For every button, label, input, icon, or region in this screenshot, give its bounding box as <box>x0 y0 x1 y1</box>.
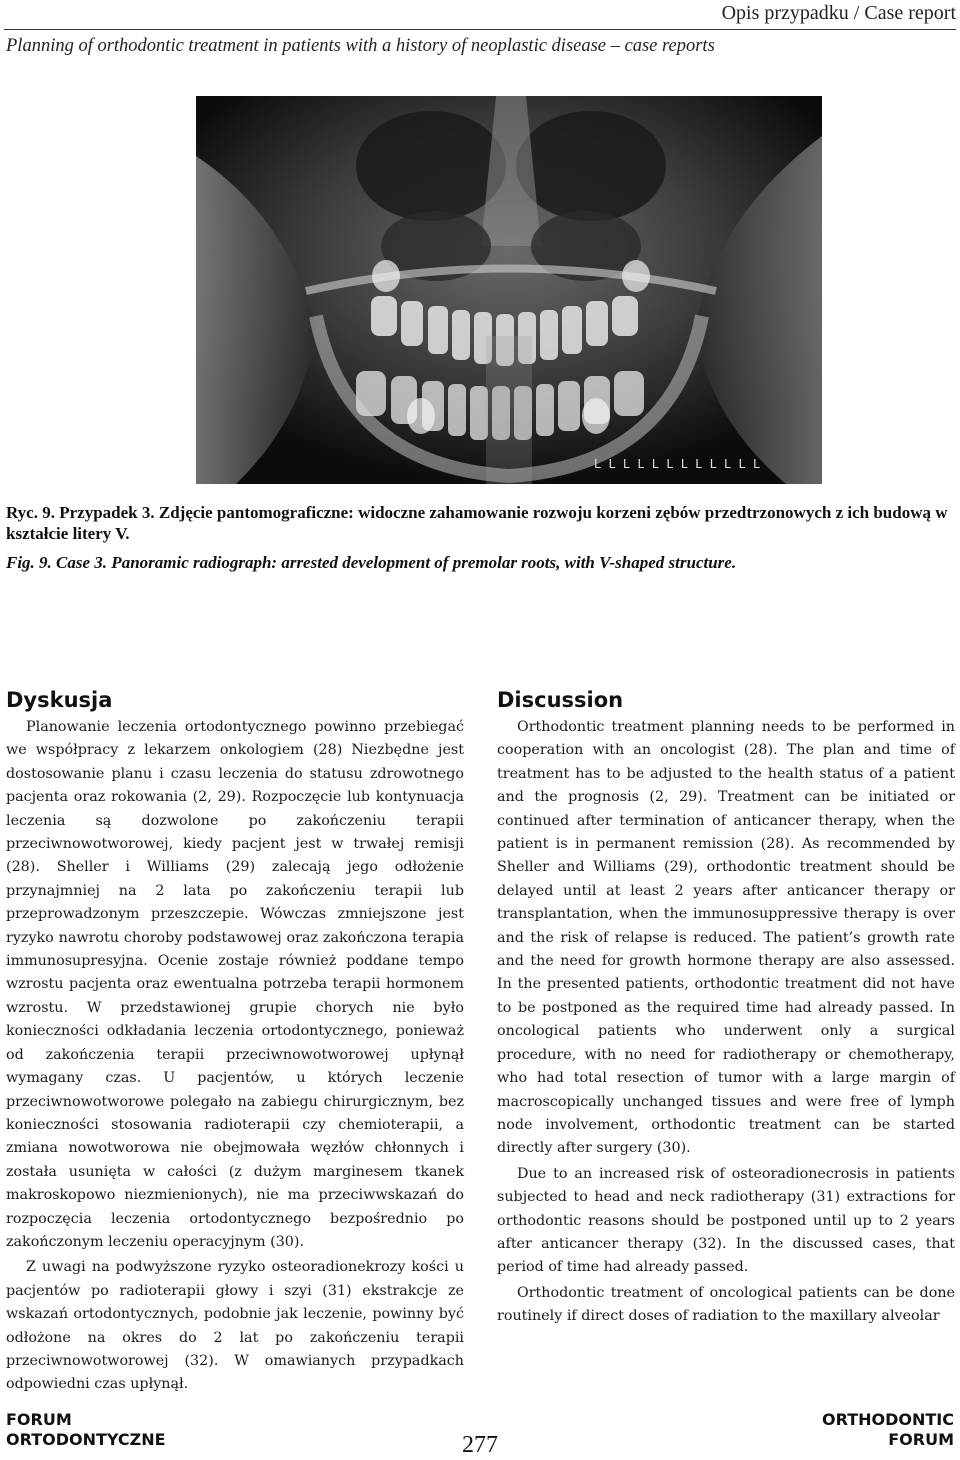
figure-caption-pl: Ryc. 9. Przypadek 3. Zdjęcie pantomograficzne: widoczne zahamowanie rozwoju korzeni zębów przedtrzonowych z ich budową w kształcie litery V. <box>6 503 948 543</box>
journal-name-line: ORTODONTYCZNE <box>6 1430 166 1449</box>
page-number: 277 <box>462 1432 498 1458</box>
right-column <box>497 686 955 1329</box>
section-heading-pl: Dyskusja <box>6 688 113 712</box>
panoramic-radiograph <box>196 96 822 484</box>
running-title: Planning of orthodontic treatment in patients with a history of neoplastic disease – case reports <box>6 36 715 56</box>
paragraph: Orthodontic treatment planning needs to be performed in cooperation with an oncologist (28). The plan and time of treatment has to be adjusted to the health status of a patient and the prognosis (2, 29). Treatment can be initiated or continued after termination of anticancer therapy, when the patient is in permanent remission (28). As recommended by Sheller and Williams (29), orthodontic treatment should be delayed until at least 2 years after anticancer therapy or transplantation, when the immunosuppressive therapy is over and the risk of relapse is reduced. The patient’s growth rate and the need for growth hormone therapy are also assessed. In the presented patients, orthodontic treatment did not have to be postponed as the required time had already passed. In oncological patients who underwent only a surgical procedure, with no need for radiotherapy or chemotherapy, who had total resection of tumor with a large margin of macroscopically unchanged tissues and were free of lymph node involvement, orthodontic treatment can be started directly after surgery (30). <box>497 719 955 1157</box>
ruler-marks: L L L L L L L L L L L L <box>594 457 761 471</box>
section-label: Opis przypadku / Case report <box>721 2 956 24</box>
figure-caption-en: Fig. 9. Case 3. Panoramic radiograph: arrested development of premolar roots, with V-shaped structure. <box>6 553 737 572</box>
paragraph: Planowanie leczenia ortodontycznego powinno przebiegać we współpracy z lekarzem onkologiem (28) Niezbędne jest dostosowanie planu i czasu leczenia do statusu zdrowotnego pacjenta oraz rokowania (2, 29). Rozpoczęcie lub kontynuacja leczenia są dozwolone po zakończeniu terapii przeciwnowotworowej, kiedy pacjent jest w trwałej remisji (28). Sheller i Williams (29) zalecają jego odłożenie przynajmniej na 2 lata po zakończeniu terapii lub przeprowadzonym przeszczepie. Wówczas zmniejszone jest ryzyko nawrotu choroby podstawowej oraz zakończona terapia immunosupresyjna. Ocenie zostaje również poddane tempo wzrostu pacjenta oraz ewentualna potrzeba terapii hormonem wzrostu. W przedstawionej grupie chorych nie było konieczności odkładania leczenia ortodontycznego, ponieważ od zakończenia terapii przeciwnowotworowej upłynął wymagany czas. U pacjentów, u których leczenie przeciwnowotworowe polegało na zabiegu chirurgicznym, bez konieczności stosowania radioterapii czy chemioterapii, a zmiana nowotworowa nie obejmowała węzłów chłonnych i została usunięta w całości (z dużym marginesem tkanek makroskopowo niezmienionych), nie ma przeciwwskazań do rozpoczęcia leczenia ortodontycznego bezpośrednio po zakończonym leczeniu operacyjnym (30). <box>6 719 464 1250</box>
journal-name-line: FORUM <box>888 1430 954 1449</box>
left-column <box>6 686 464 1397</box>
header-rule <box>4 29 956 30</box>
paragraph: Z uwagi na podwyższone ryzyko osteoradionekrozy kości u pacjentów po radioterapii głowy i szyi (31) ekstrakcje ze wskazań ortodontycznych, podobnie jak leczenie, powinny być odłożone na okres do 2 lat po zakończeniu terapii przeciwnowotworowej (32). W omawianych przypadkach odpowiedni czas upłynął. <box>6 1259 464 1393</box>
paragraph: Due to an increased risk of osteoradionecrosis in patients subjected to head and neck radiotherapy (31) extractions for orthodontic reasons should be postponed until up to 2 years after anticancer therapy (32). In the discussed cases, that period of time had already passed. <box>497 1165 955 1276</box>
journal-name-line: FORUM <box>6 1410 72 1429</box>
journal-name-line: ORTHODONTIC <box>822 1410 954 1429</box>
journal-name-en <box>822 1410 954 1450</box>
section-heading-en: Discussion <box>497 688 624 712</box>
paragraph: Orthodontic treatment of oncological patients can be done routinely if direct doses of radiation to the maxillary alveolar <box>497 1284 955 1325</box>
